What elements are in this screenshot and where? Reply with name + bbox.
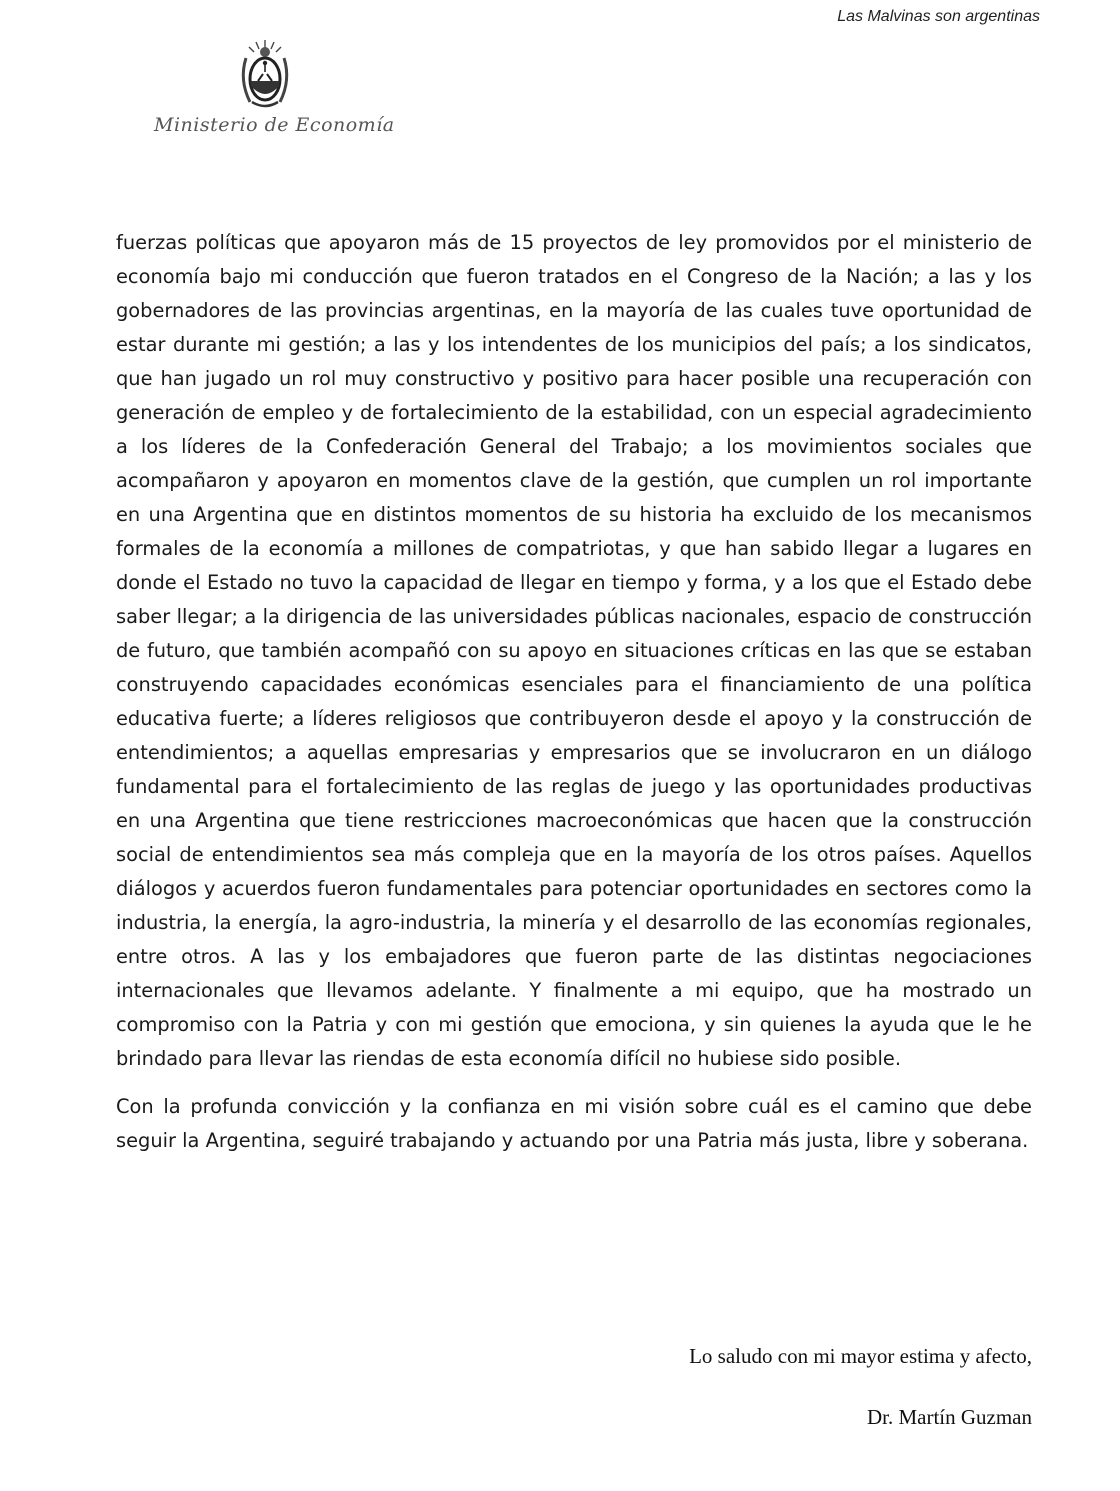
body-paragraph: fuerzas políticas que apoyaron más de 15 proyectos de ley promovidos por el ministerio de economía bajo mi conducción que fueron tratados en el Congreso de la Nación; a las y los gobernadores de las provincias argentinas, en la mayoría de las cuales tuve oportunidad de estar durante mi gestión; a las y los intendentes de los municipios del país; a los sindicatos, que han jugado un rol muy constructivo y positivo para hacer posible una recuperación con generación de empleo y de fortalecimiento de la estabilidad, con un especial agradecimiento a los líderes de la Confederación General del Trabajo; a los movimientos sociales que acompañaron y apoyaron en momentos clave de la gestión, que cumplen un rol importante en una Argentina que en distintos momentos de su historia ha excluido de los mecanismos formales de la economía a millones de compatriotas, y que han sabido llegar a lugares en donde el Estado no tuvo la capacidad de llegar en tiempo y forma, y a los que el Estado debe saber llegar; a la dirigencia de las universidades públicas nacionales, espacio de construcción de futuro, que también acompañó con su apoyo en situaciones críticas en las que se estaban construyendo capacidades económicas esenciales para el financiamiento de una política educativa fuerte; a líderes religiosos que contribuyeron desde el apoyo y la construcción de entendimientos; a aquellas empresarias y empresarios que se involucraron en un diálogo fundamental para el fortalecimiento de las reglas de juego y las oportunidades productivas en una Argentina que tiene restricciones macroeconómicas que hacen que la construcción social de entendimientos sea más compleja que en la mayoría de los otros países. Aquellos diálogos y acuerdos fueron fundamentales para potenciar oportunidades en sectores como la industria, la energía, la agro-industria, la minería y el desarrollo de las economías regionales, entre otros. A las y los embajadores que fueron parte de las distintas negociaciones internacionales que llevamos adelante. Y finalmente a mi equipo, que ha mostrado un compromiso con la Patria y con mi gestión que emociona, y sin quienes la ayuda que le he brindado para llevar las riendas de esta economía difícil no hubiese sido posible. — [116, 231, 1032, 1070]
header-motto: Las Malvinas son argentinas — [837, 8, 1040, 25]
ministry-logo — [150, 34, 395, 144]
ministry-name: Ministerio de Economía — [154, 114, 395, 136]
letter-body — [116, 226, 1032, 1172]
signature-name: Dr. Martín Guzman — [866, 1405, 1032, 1429]
body-paragraph: Con la profunda convicción y la confianza en mi visión sobre cuál es el camino que debe seguir la Argentina, seguiré trabajando y actuando por una Patria más justa, libre y soberana. — [116, 1095, 1032, 1152]
closing-salutation: Lo saludo con mi mayor estima y afecto, — [689, 1344, 1032, 1368]
coat-of-arms-icon — [236, 36, 294, 114]
